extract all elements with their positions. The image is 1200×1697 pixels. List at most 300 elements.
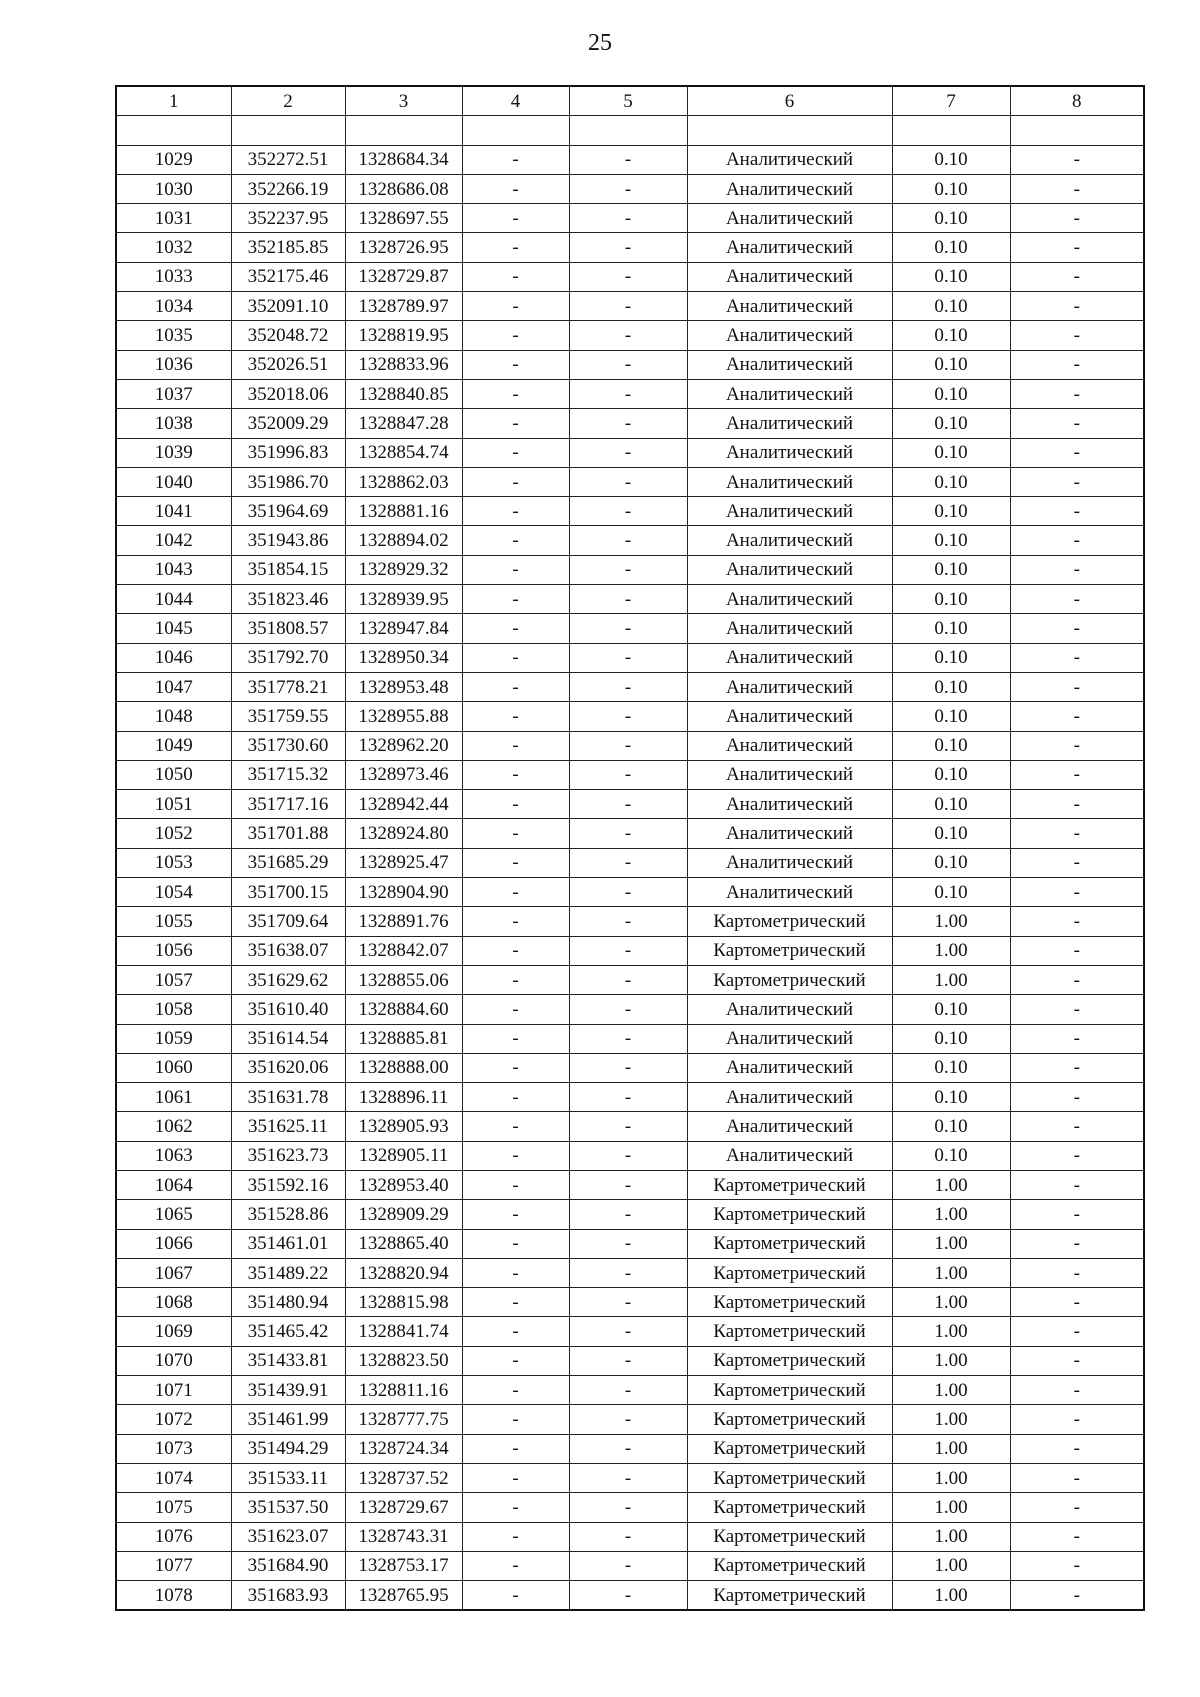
col4-cell: - [462, 1405, 569, 1434]
y-coordinate-cell: 1328819.95 [345, 321, 462, 350]
col5-cell: - [569, 760, 687, 789]
col4-cell: - [462, 555, 569, 584]
col8-cell: - [1010, 760, 1144, 789]
table-row [116, 204, 1144, 233]
col5-cell: - [569, 907, 687, 936]
y-coordinate-cell: 1328847.28 [345, 409, 462, 438]
accuracy-cell: 0.10 [892, 262, 1010, 291]
table-row [116, 233, 1144, 262]
col4-cell: - [462, 1053, 569, 1082]
col4-cell: - [462, 643, 569, 672]
col4-cell: - [462, 672, 569, 701]
method-cell: Картометрический [687, 1317, 892, 1346]
table-row [116, 409, 1144, 438]
table-row [116, 555, 1144, 584]
method-cell: Картометрический [687, 965, 892, 994]
table-row [116, 1376, 1144, 1405]
method-cell: Картометрический [687, 1463, 892, 1492]
point-number-cell: 1036 [116, 350, 231, 379]
y-coordinate-cell: 1328729.67 [345, 1493, 462, 1522]
method-cell: Аналитический [687, 350, 892, 379]
table-row [116, 1170, 1144, 1199]
col5-cell: - [569, 1200, 687, 1229]
col4-cell: - [462, 1463, 569, 1492]
method-cell: Аналитический [687, 702, 892, 731]
method-cell: Аналитический [687, 1053, 892, 1082]
col4-cell: - [462, 292, 569, 321]
table-row [116, 907, 1144, 936]
col5-cell: - [569, 1551, 687, 1580]
point-number-cell: 1069 [116, 1317, 231, 1346]
x-coordinate-cell: 351533.11 [231, 1463, 345, 1492]
y-coordinate-cell: 1328820.94 [345, 1258, 462, 1287]
col8-cell: - [1010, 1405, 1144, 1434]
point-number-cell: 1032 [116, 233, 231, 262]
x-coordinate-cell: 351614.54 [231, 1024, 345, 1053]
empty-cell [345, 116, 462, 145]
y-coordinate-cell: 1328855.06 [345, 965, 462, 994]
x-coordinate-cell: 351709.64 [231, 907, 345, 936]
col4-cell: - [462, 1434, 569, 1463]
x-coordinate-cell: 352272.51 [231, 145, 345, 174]
x-coordinate-cell: 351943.86 [231, 526, 345, 555]
col5-cell: - [569, 379, 687, 408]
point-number-cell: 1055 [116, 907, 231, 936]
x-coordinate-cell: 352009.29 [231, 409, 345, 438]
y-coordinate-cell: 1328929.32 [345, 555, 462, 584]
col4-cell: - [462, 878, 569, 907]
col5-cell: - [569, 1405, 687, 1434]
x-coordinate-cell: 351629.62 [231, 965, 345, 994]
accuracy-cell: 1.00 [892, 1522, 1010, 1551]
col8-cell: - [1010, 145, 1144, 174]
x-coordinate-cell: 351537.50 [231, 1493, 345, 1522]
y-coordinate-cell: 1328811.16 [345, 1376, 462, 1405]
col4-cell: - [462, 1112, 569, 1141]
accuracy-cell: 0.10 [892, 760, 1010, 789]
col5-cell: - [569, 145, 687, 174]
col4-cell: - [462, 995, 569, 1024]
y-coordinate-cell: 1328862.03 [345, 467, 462, 496]
col8-cell: - [1010, 1317, 1144, 1346]
col8-cell: - [1010, 1288, 1144, 1317]
x-coordinate-cell: 351461.01 [231, 1229, 345, 1258]
x-coordinate-cell: 351638.07 [231, 936, 345, 965]
method-cell: Аналитический [687, 438, 892, 467]
accuracy-cell: 0.10 [892, 1141, 1010, 1170]
table-row [116, 497, 1144, 526]
x-coordinate-cell: 351964.69 [231, 497, 345, 526]
point-number-cell: 1037 [116, 379, 231, 408]
point-number-cell: 1030 [116, 174, 231, 203]
accuracy-cell: 1.00 [892, 1551, 1010, 1580]
accuracy-cell: 0.10 [892, 819, 1010, 848]
col4-cell: - [462, 1229, 569, 1258]
col8-cell: - [1010, 409, 1144, 438]
point-number-cell: 1064 [116, 1170, 231, 1199]
col8-cell: - [1010, 555, 1144, 584]
accuracy-cell: 0.10 [892, 467, 1010, 496]
table-row [116, 1522, 1144, 1551]
table-row [116, 614, 1144, 643]
method-cell: Картометрический [687, 1200, 892, 1229]
accuracy-cell: 0.10 [892, 292, 1010, 321]
point-number-cell: 1046 [116, 643, 231, 672]
y-coordinate-cell: 1328815.98 [345, 1288, 462, 1317]
col8-cell: - [1010, 790, 1144, 819]
point-number-cell: 1076 [116, 1522, 231, 1551]
y-coordinate-cell: 1328729.87 [345, 262, 462, 291]
y-coordinate-cell: 1328684.34 [345, 145, 462, 174]
col5-cell: - [569, 848, 687, 877]
x-coordinate-cell: 351592.16 [231, 1170, 345, 1199]
y-coordinate-cell: 1328925.47 [345, 848, 462, 877]
table-row [116, 1551, 1144, 1580]
method-cell: Аналитический [687, 262, 892, 291]
col5-cell: - [569, 1229, 687, 1258]
table-row [116, 1200, 1144, 1229]
table-row [116, 936, 1144, 965]
method-cell: Аналитический [687, 585, 892, 614]
point-number-cell: 1056 [116, 936, 231, 965]
x-coordinate-cell: 351623.07 [231, 1522, 345, 1551]
y-coordinate-cell: 1328724.34 [345, 1434, 462, 1463]
table-row [116, 1083, 1144, 1112]
col8-cell: - [1010, 174, 1144, 203]
x-coordinate-cell: 351717.16 [231, 790, 345, 819]
method-cell: Аналитический [687, 614, 892, 643]
method-cell: Аналитический [687, 497, 892, 526]
x-coordinate-cell: 351623.73 [231, 1141, 345, 1170]
col8-cell: - [1010, 1346, 1144, 1375]
accuracy-cell: 1.00 [892, 1258, 1010, 1287]
col8-cell: - [1010, 965, 1144, 994]
table-row [116, 1317, 1144, 1346]
col8-cell: - [1010, 585, 1144, 614]
method-cell: Аналитический [687, 1024, 892, 1053]
col4-cell: - [462, 1493, 569, 1522]
accuracy-cell: 0.10 [892, 379, 1010, 408]
accuracy-cell: 0.10 [892, 526, 1010, 555]
accuracy-cell: 0.10 [892, 731, 1010, 760]
col4-cell: - [462, 585, 569, 614]
method-cell: Картометрический [687, 1405, 892, 1434]
y-coordinate-cell: 1328865.40 [345, 1229, 462, 1258]
accuracy-cell: 0.10 [892, 1053, 1010, 1082]
y-coordinate-cell: 1328953.48 [345, 672, 462, 701]
col8-cell: - [1010, 321, 1144, 350]
point-number-cell: 1067 [116, 1258, 231, 1287]
col4-cell: - [462, 790, 569, 819]
col8-cell: - [1010, 1258, 1144, 1287]
point-number-cell: 1057 [116, 965, 231, 994]
method-cell: Картометрический [687, 1346, 892, 1375]
col8-cell: - [1010, 1376, 1144, 1405]
method-cell: Картометрический [687, 1434, 892, 1463]
point-number-cell: 1045 [116, 614, 231, 643]
col8-cell: - [1010, 672, 1144, 701]
empty-cell [231, 116, 345, 145]
x-coordinate-cell: 352048.72 [231, 321, 345, 350]
col8-cell: - [1010, 907, 1144, 936]
col4-cell: - [462, 350, 569, 379]
x-coordinate-cell: 351489.22 [231, 1258, 345, 1287]
col5-cell: - [569, 1024, 687, 1053]
accuracy-cell: 0.10 [892, 409, 1010, 438]
point-number-cell: 1029 [116, 145, 231, 174]
col4-cell: - [462, 848, 569, 877]
col8-cell: - [1010, 995, 1144, 1024]
col8-cell: - [1010, 438, 1144, 467]
x-coordinate-cell: 352018.06 [231, 379, 345, 408]
col8-cell: - [1010, 1522, 1144, 1551]
y-coordinate-cell: 1328777.75 [345, 1405, 462, 1434]
col8-cell: - [1010, 1200, 1144, 1229]
method-cell: Аналитический [687, 995, 892, 1024]
col4-cell: - [462, 145, 569, 174]
page-number: 25 [588, 30, 612, 56]
point-number-cell: 1043 [116, 555, 231, 584]
empty-cell [116, 116, 231, 145]
method-cell: Аналитический [687, 878, 892, 907]
col5-cell: - [569, 965, 687, 994]
col4-cell: - [462, 1522, 569, 1551]
point-number-cell: 1075 [116, 1493, 231, 1522]
col4-cell: - [462, 1581, 569, 1611]
point-number-cell: 1063 [116, 1141, 231, 1170]
method-cell: Аналитический [687, 731, 892, 760]
column-header: 1 [116, 86, 231, 116]
col4-cell: - [462, 1200, 569, 1229]
col4-cell: - [462, 702, 569, 731]
col4-cell: - [462, 379, 569, 408]
point-number-cell: 1066 [116, 1229, 231, 1258]
col4-cell: - [462, 467, 569, 496]
accuracy-cell: 0.10 [892, 497, 1010, 526]
method-cell: Картометрический [687, 1288, 892, 1317]
point-number-cell: 1077 [116, 1551, 231, 1580]
col8-cell: - [1010, 379, 1144, 408]
y-coordinate-cell: 1328973.46 [345, 760, 462, 789]
table-row [116, 585, 1144, 614]
x-coordinate-cell: 351986.70 [231, 467, 345, 496]
point-number-cell: 1060 [116, 1053, 231, 1082]
point-number-cell: 1072 [116, 1405, 231, 1434]
point-number-cell: 1049 [116, 731, 231, 760]
x-coordinate-cell: 351854.15 [231, 555, 345, 584]
accuracy-cell: 1.00 [892, 1581, 1010, 1611]
col4-cell: - [462, 1317, 569, 1346]
y-coordinate-cell: 1328909.29 [345, 1200, 462, 1229]
point-number-cell: 1034 [116, 292, 231, 321]
method-cell: Аналитический [687, 1141, 892, 1170]
accuracy-cell: 0.10 [892, 1024, 1010, 1053]
col5-cell: - [569, 204, 687, 233]
col5-cell: - [569, 233, 687, 262]
method-cell: Аналитический [687, 643, 892, 672]
table-body [116, 145, 1144, 1610]
y-coordinate-cell: 1328881.16 [345, 497, 462, 526]
x-coordinate-cell: 351439.91 [231, 1376, 345, 1405]
col8-cell: - [1010, 643, 1144, 672]
col8-cell: - [1010, 1053, 1144, 1082]
table-row [116, 702, 1144, 731]
col8-cell: - [1010, 848, 1144, 877]
col4-cell: - [462, 1024, 569, 1053]
accuracy-cell: 0.10 [892, 350, 1010, 379]
col5-cell: - [569, 438, 687, 467]
x-coordinate-cell: 351759.55 [231, 702, 345, 731]
col5-cell: - [569, 1463, 687, 1492]
col4-cell: - [462, 1288, 569, 1317]
empty-cell [892, 116, 1010, 145]
point-number-cell: 1035 [116, 321, 231, 350]
point-number-cell: 1038 [116, 409, 231, 438]
col4-cell: - [462, 819, 569, 848]
table-row [116, 438, 1144, 467]
col4-cell: - [462, 1376, 569, 1405]
col8-cell: - [1010, 1581, 1144, 1611]
method-cell: Аналитический [687, 672, 892, 701]
accuracy-cell: 0.10 [892, 790, 1010, 819]
table-row [116, 350, 1144, 379]
point-number-cell: 1042 [116, 526, 231, 555]
accuracy-cell: 0.10 [892, 204, 1010, 233]
y-coordinate-cell: 1328743.31 [345, 1522, 462, 1551]
point-number-cell: 1058 [116, 995, 231, 1024]
table-row [116, 1141, 1144, 1170]
y-coordinate-cell: 1328942.44 [345, 790, 462, 819]
col4-cell: - [462, 1258, 569, 1287]
table-row [116, 1053, 1144, 1082]
point-number-cell: 1068 [116, 1288, 231, 1317]
empty-cell [569, 116, 687, 145]
method-cell: Аналитический [687, 467, 892, 496]
col5-cell: - [569, 1083, 687, 1112]
y-coordinate-cell: 1328753.17 [345, 1551, 462, 1580]
point-number-cell: 1040 [116, 467, 231, 496]
point-number-cell: 1041 [116, 497, 231, 526]
x-coordinate-cell: 351528.86 [231, 1200, 345, 1229]
col8-cell: - [1010, 731, 1144, 760]
col5-cell: - [569, 526, 687, 555]
x-coordinate-cell: 351683.93 [231, 1581, 345, 1611]
col5-cell: - [569, 555, 687, 584]
col4-cell: - [462, 321, 569, 350]
accuracy-cell: 1.00 [892, 1463, 1010, 1492]
point-number-cell: 1033 [116, 262, 231, 291]
y-coordinate-cell: 1328905.11 [345, 1141, 462, 1170]
col4-cell: - [462, 965, 569, 994]
y-coordinate-cell: 1328888.00 [345, 1053, 462, 1082]
accuracy-cell: 1.00 [892, 1317, 1010, 1346]
x-coordinate-cell: 352091.10 [231, 292, 345, 321]
accuracy-cell: 1.00 [892, 1200, 1010, 1229]
col5-cell: - [569, 1581, 687, 1611]
col5-cell: - [569, 790, 687, 819]
col4-cell: - [462, 1170, 569, 1199]
col8-cell: - [1010, 467, 1144, 496]
col5-cell: - [569, 467, 687, 496]
method-cell: Аналитический [687, 760, 892, 789]
col5-cell: - [569, 1493, 687, 1522]
y-coordinate-cell: 1328905.93 [345, 1112, 462, 1141]
method-cell: Аналитический [687, 526, 892, 555]
y-coordinate-cell: 1328842.07 [345, 936, 462, 965]
col5-cell: - [569, 995, 687, 1024]
table-row [116, 1493, 1144, 1522]
col5-cell: - [569, 174, 687, 203]
accuracy-cell: 0.10 [892, 614, 1010, 643]
col8-cell: - [1010, 292, 1144, 321]
x-coordinate-cell: 352185.85 [231, 233, 345, 262]
method-cell: Картометрический [687, 936, 892, 965]
x-coordinate-cell: 351792.70 [231, 643, 345, 672]
y-coordinate-cell: 1328833.96 [345, 350, 462, 379]
table-row [116, 848, 1144, 877]
col4-cell: - [462, 907, 569, 936]
table-row [116, 1463, 1144, 1492]
accuracy-cell: 0.10 [892, 1112, 1010, 1141]
col4-cell: - [462, 614, 569, 643]
x-coordinate-cell: 351610.40 [231, 995, 345, 1024]
column-header: 7 [892, 86, 1010, 116]
point-number-cell: 1078 [116, 1581, 231, 1611]
table-row [116, 292, 1144, 321]
y-coordinate-cell: 1328697.55 [345, 204, 462, 233]
x-coordinate-cell: 351684.90 [231, 1551, 345, 1580]
method-cell: Картометрический [687, 1581, 892, 1611]
column-header-row [116, 86, 1144, 116]
col5-cell: - [569, 1141, 687, 1170]
x-coordinate-cell: 352175.46 [231, 262, 345, 291]
col5-cell: - [569, 614, 687, 643]
method-cell: Картометрический [687, 1522, 892, 1551]
accuracy-cell: 0.10 [892, 995, 1010, 1024]
col5-cell: - [569, 350, 687, 379]
accuracy-cell: 1.00 [892, 1346, 1010, 1375]
point-number-cell: 1062 [116, 1112, 231, 1141]
y-coordinate-cell: 1328686.08 [345, 174, 462, 203]
x-coordinate-cell: 351715.32 [231, 760, 345, 789]
col4-cell: - [462, 204, 569, 233]
col4-cell: - [462, 760, 569, 789]
y-coordinate-cell: 1328823.50 [345, 1346, 462, 1375]
y-coordinate-cell: 1328840.85 [345, 379, 462, 408]
col8-cell: - [1010, 262, 1144, 291]
x-coordinate-cell: 351685.29 [231, 848, 345, 877]
col5-cell: - [569, 731, 687, 760]
accuracy-cell: 0.10 [892, 438, 1010, 467]
column-header: 4 [462, 86, 569, 116]
col8-cell: - [1010, 1463, 1144, 1492]
table-row [116, 321, 1144, 350]
y-coordinate-cell: 1328924.80 [345, 819, 462, 848]
point-number-cell: 1074 [116, 1463, 231, 1492]
method-cell: Картометрический [687, 1170, 892, 1199]
col4-cell: - [462, 526, 569, 555]
col8-cell: - [1010, 819, 1144, 848]
x-coordinate-cell: 351465.42 [231, 1317, 345, 1346]
col8-cell: - [1010, 936, 1144, 965]
table-row [116, 643, 1144, 672]
table-row [116, 262, 1144, 291]
accuracy-cell: 0.10 [892, 672, 1010, 701]
col5-cell: - [569, 643, 687, 672]
col8-cell: - [1010, 1493, 1144, 1522]
col4-cell: - [462, 1083, 569, 1112]
accuracy-cell: 1.00 [892, 1493, 1010, 1522]
